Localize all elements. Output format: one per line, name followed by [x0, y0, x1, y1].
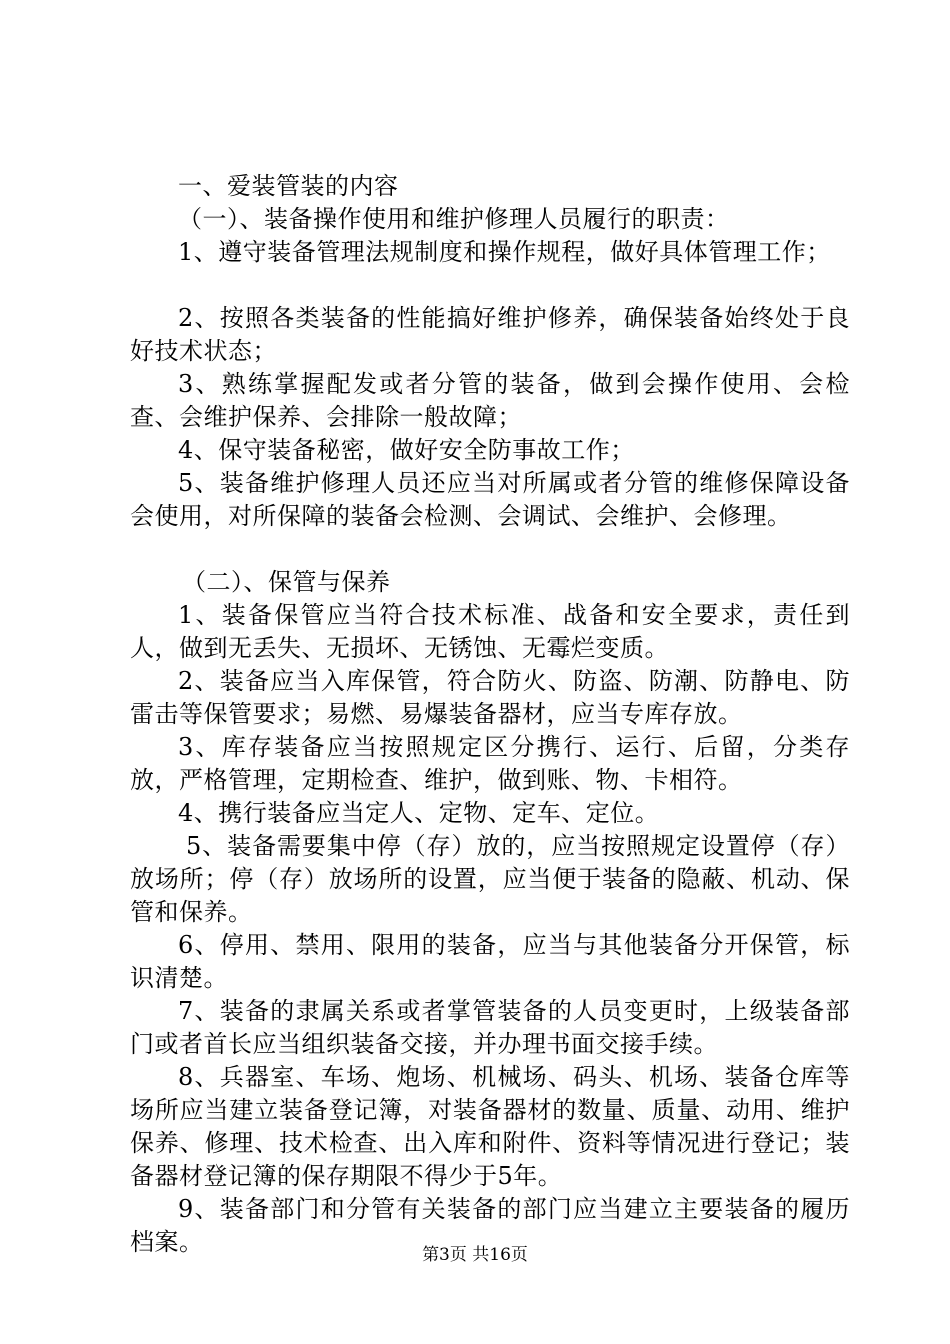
list-item: 5、装备需要集中停（存）放的，应当按照规定设置停（存）放场所；停（存）放场所的设置，应当便于装备的隐蔽、机动、保管和保养。 [130, 832, 850, 926]
page-footer: 第3页 共16页 [422, 1245, 528, 1265]
list-item: 5、装备维护修理人员还应当对所属或者分管的维修保障设备会使用，对所保障的装备会检测、会调试、会维护、会修理。 [130, 469, 850, 530]
list-item: 4、保守装备秘密，做好安全防事故工作； [178, 436, 635, 464]
paragraph-gap [130, 269, 850, 302]
list-item: 2、装备应当入库保管，符合防火、防盗、防潮、防静电、防雷击等保管要求；易燃、易爆装备器材，应当专库存放。 [130, 667, 850, 728]
list-item: 3、熟练掌握配发或者分管的装备，做到会操作使用、会检查、会维护保养、会排除一般故障； [130, 370, 850, 431]
list-item: 6、停用、禁用、限用的装备，应当与其他装备分开保管，标识清楚。 [130, 931, 850, 992]
list-item: 2、按照各类装备的性能搞好维护修养，确保装备始终处于良好技术状态； [130, 304, 850, 365]
list-item: 7、装备的隶属关系或者掌管装备的人员变更时，上级装备部门或者首长应当组织装备交接，并办理书面交接手续。 [130, 997, 850, 1058]
list-item: 3、库存装备应当按照规定区分携行、运行、后留，分类存放，严格管理，定期检查、维护，做到账、物、卡相符。 [130, 733, 850, 794]
section-title: 一、爱装管装的内容 [178, 172, 399, 200]
list-item: 8、兵器室、车场、炮场、机械场、码头、机场、装备仓库等场所应当建立装备登记簿，对装备器材的数量、质量、动用、维护保养、修理、技术检查、出入库和附件、资料等情况进行登记；装备器材登记簿的保存期限不得少于5年。 [130, 1063, 850, 1190]
list-item: 9、装备部门和分管有关装备的部门应当建立主要装备的履历档案。 [130, 1195, 850, 1256]
list-item: 4、携行装备应当定人、定物、定车、定位。 [178, 799, 660, 827]
paragraph-gap [130, 533, 850, 566]
document-body [130, 170, 850, 1259]
list-item: 1、装备保管应当符合技术标准、战备和安全要求，责任到人，做到无丢失、无损坏、无锈蚀、无霉烂变质。 [130, 601, 850, 662]
list-item: 1、遵守装备管理法规制度和操作规程，做好具体管理工作； [178, 238, 831, 266]
subsection-title-2: （二）、保管与保养 [182, 568, 391, 596]
subsection-title-1: （一）、装备操作使用和维护修理人员履行的职责： [178, 205, 730, 233]
